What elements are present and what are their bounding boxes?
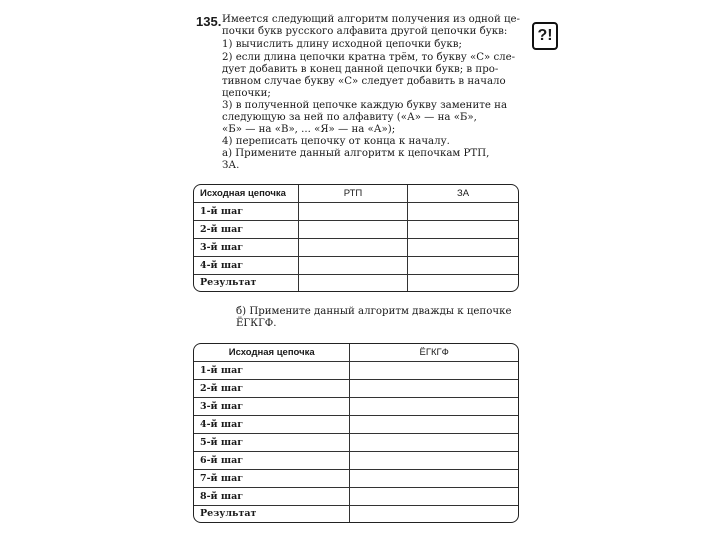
row-label: Результат xyxy=(194,506,350,523)
table-cell[interactable] xyxy=(350,488,518,506)
table-cell[interactable] xyxy=(350,470,518,488)
row-label: 2-й шаг xyxy=(194,221,299,239)
table-b xyxy=(193,343,519,523)
problem-line: следующую за ней по алфавиту («А» — на «Б», xyxy=(222,112,477,123)
table-header: Исходная цепочка xyxy=(194,185,299,203)
table-header: РТП xyxy=(299,185,408,203)
problem-line: «Б» — на «В», ... «Я» — на «А»); xyxy=(222,124,396,135)
table-cell[interactable] xyxy=(408,257,518,275)
table-cell[interactable] xyxy=(350,398,518,416)
table-header: Исходная цепочка xyxy=(194,344,350,362)
table-cell[interactable] xyxy=(408,239,518,257)
table-cell[interactable] xyxy=(299,221,408,239)
row-label: 1-й шаг xyxy=(194,362,350,380)
part-b-line: б) Примените данный алгоритм дважды к цепочке xyxy=(236,306,512,317)
part-b-line: ЁГКГФ. xyxy=(236,318,277,329)
problem-number: 135. xyxy=(196,14,222,29)
table-cell[interactable] xyxy=(350,416,518,434)
row-label: 8-й шаг xyxy=(194,488,350,506)
table-cell[interactable] xyxy=(299,275,408,291)
table-cell[interactable] xyxy=(350,452,518,470)
problem-line: цепочки; xyxy=(222,88,271,99)
table-cell[interactable] xyxy=(408,221,518,239)
row-label: Результат xyxy=(194,275,299,291)
row-label: 3-й шаг xyxy=(194,239,299,257)
problem-line: почки букв русского алфавита другой цепочки букв: xyxy=(222,26,508,37)
problem-line: Имеется следующий алгоритм получения из одной це- xyxy=(222,14,520,25)
table-cell[interactable] xyxy=(350,506,518,523)
row-label: 4-й шаг xyxy=(194,416,350,434)
table-header: ЗА xyxy=(408,185,518,203)
table-cell[interactable] xyxy=(408,203,518,221)
problem-line: а) Примените данный алгоритм к цепочкам РТП, xyxy=(222,148,490,159)
row-label: 7-й шаг xyxy=(194,470,350,488)
table-header: ЁГКГФ xyxy=(350,344,518,362)
row-label: 5-й шаг xyxy=(194,434,350,452)
problem-line: 4) переписать цепочку от конца к началу. xyxy=(222,136,450,147)
table-cell[interactable] xyxy=(350,380,518,398)
row-label: 3-й шаг xyxy=(194,398,350,416)
row-label: 4-й шаг xyxy=(194,257,299,275)
problem-line: тивном случае букву «С» следует добавить в начало xyxy=(222,76,506,87)
table-cell[interactable] xyxy=(299,257,408,275)
challenge-badge-icon: ?! xyxy=(532,22,558,50)
table-cell[interactable] xyxy=(350,434,518,452)
problem-line: ЗА. xyxy=(222,160,240,171)
table-a xyxy=(193,184,519,292)
row-label: 1-й шаг xyxy=(194,203,299,221)
problem-line: 2) если длина цепочки кратна трём, то букву «С» сле- xyxy=(222,52,516,63)
table-cell[interactable] xyxy=(350,362,518,380)
table-cell[interactable] xyxy=(299,203,408,221)
row-label: 2-й шаг xyxy=(194,380,350,398)
row-label: 6-й шаг xyxy=(194,452,350,470)
problem-line: 1) вычислить длину исходной цепочки букв; xyxy=(222,39,462,50)
problem-line: 3) в полученной цепочке каждую букву замените на xyxy=(222,100,508,111)
table-cell[interactable] xyxy=(408,275,518,291)
table-cell[interactable] xyxy=(299,239,408,257)
problem-line: дует добавить в конец данной цепочки букв; в про- xyxy=(222,64,499,75)
